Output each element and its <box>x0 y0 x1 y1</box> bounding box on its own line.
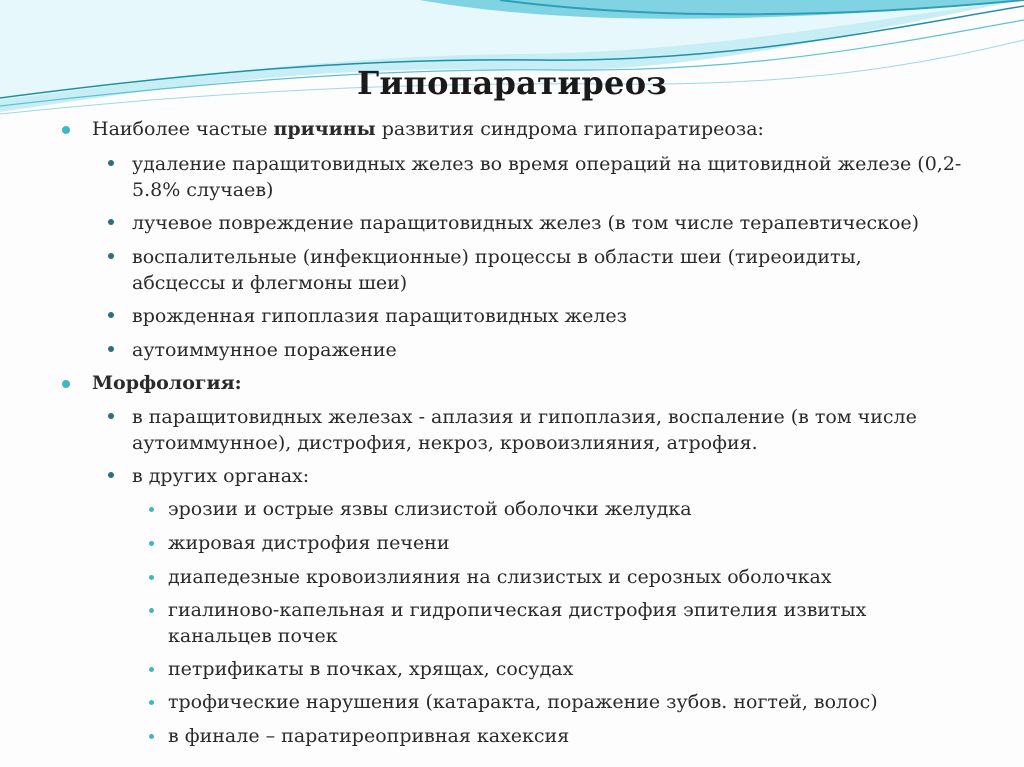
cause-item-1: удаление паращитовидных желез во время операций на щитовидной железе (0,2- <box>132 153 962 175</box>
organ-item-5: петрификаты в почках, хрящах, сосудах <box>168 658 574 680</box>
cause-item-1-cont: 5.8% случаев) <box>132 179 274 201</box>
level1-bullet <box>62 380 70 388</box>
level3-bullet <box>149 541 154 546</box>
slide-title: Гипопаратиреоз <box>356 64 668 102</box>
level2-bullet <box>108 472 114 478</box>
cause-item-4: врожденная гипоплазия паращитовидных желез <box>132 305 627 327</box>
organ-item-1: эрозии и острые язвы слизистой оболочки желудка <box>168 498 692 520</box>
level2-bullet <box>108 160 114 166</box>
level1-bullet <box>62 126 70 134</box>
level3-bullet <box>149 575 154 580</box>
morphology-heading: Морфология: <box>92 372 242 394</box>
level3-bullet <box>149 608 154 613</box>
cause-item-3-cont: абсцессы и флегмоны шеи) <box>132 272 408 294</box>
organ-item-4-cont: канальцев почек <box>168 625 338 647</box>
cause-item-5: аутоиммунное поражение <box>132 339 397 361</box>
organ-item-7: в финале – паратиреопривная кахексия <box>168 725 570 747</box>
level2-bullet <box>108 253 114 259</box>
morphology-item-2: в других органах: <box>132 465 310 487</box>
level2-bullet <box>108 312 114 318</box>
organ-item-2: жировая дистрофия печени <box>168 532 450 554</box>
organ-item-3: диапедезные кровоизлияния на слизистых и серозных оболочках <box>168 566 832 588</box>
organ-item-6: трофические нарушения (катаракта, поражение зубов. ногтей, волос) <box>168 691 878 713</box>
morphology-item-1: в паращитовидных железах - аплазия и гипоплазия, воспаление (в том числе <box>132 406 917 428</box>
level3-bullet <box>149 734 154 739</box>
organ-item-4: гиалиново-капельная и гидропическая дистрофия эпителия извитых <box>168 599 867 621</box>
level3-bullet <box>149 507 154 512</box>
level2-bullet <box>108 413 114 419</box>
cause-item-3: воспалительные (инфекционные) процессы в области шеи (тиреоидиты, <box>132 246 862 268</box>
level3-bullet <box>149 667 154 672</box>
cause-item-2: лучевое повреждение паращитовидных желез (в том числе терапевтическое) <box>132 212 920 234</box>
level2-bullet <box>108 219 114 225</box>
causes-heading: Наиболее частые причины развития синдрома гипопаратиреоза: <box>92 118 764 140</box>
level2-bullet <box>108 346 114 352</box>
level3-bullet <box>149 700 154 705</box>
morphology-item-1-cont: аутоиммунное), дистрофия, некроз, кровоизлияния, атрофия. <box>132 432 758 454</box>
